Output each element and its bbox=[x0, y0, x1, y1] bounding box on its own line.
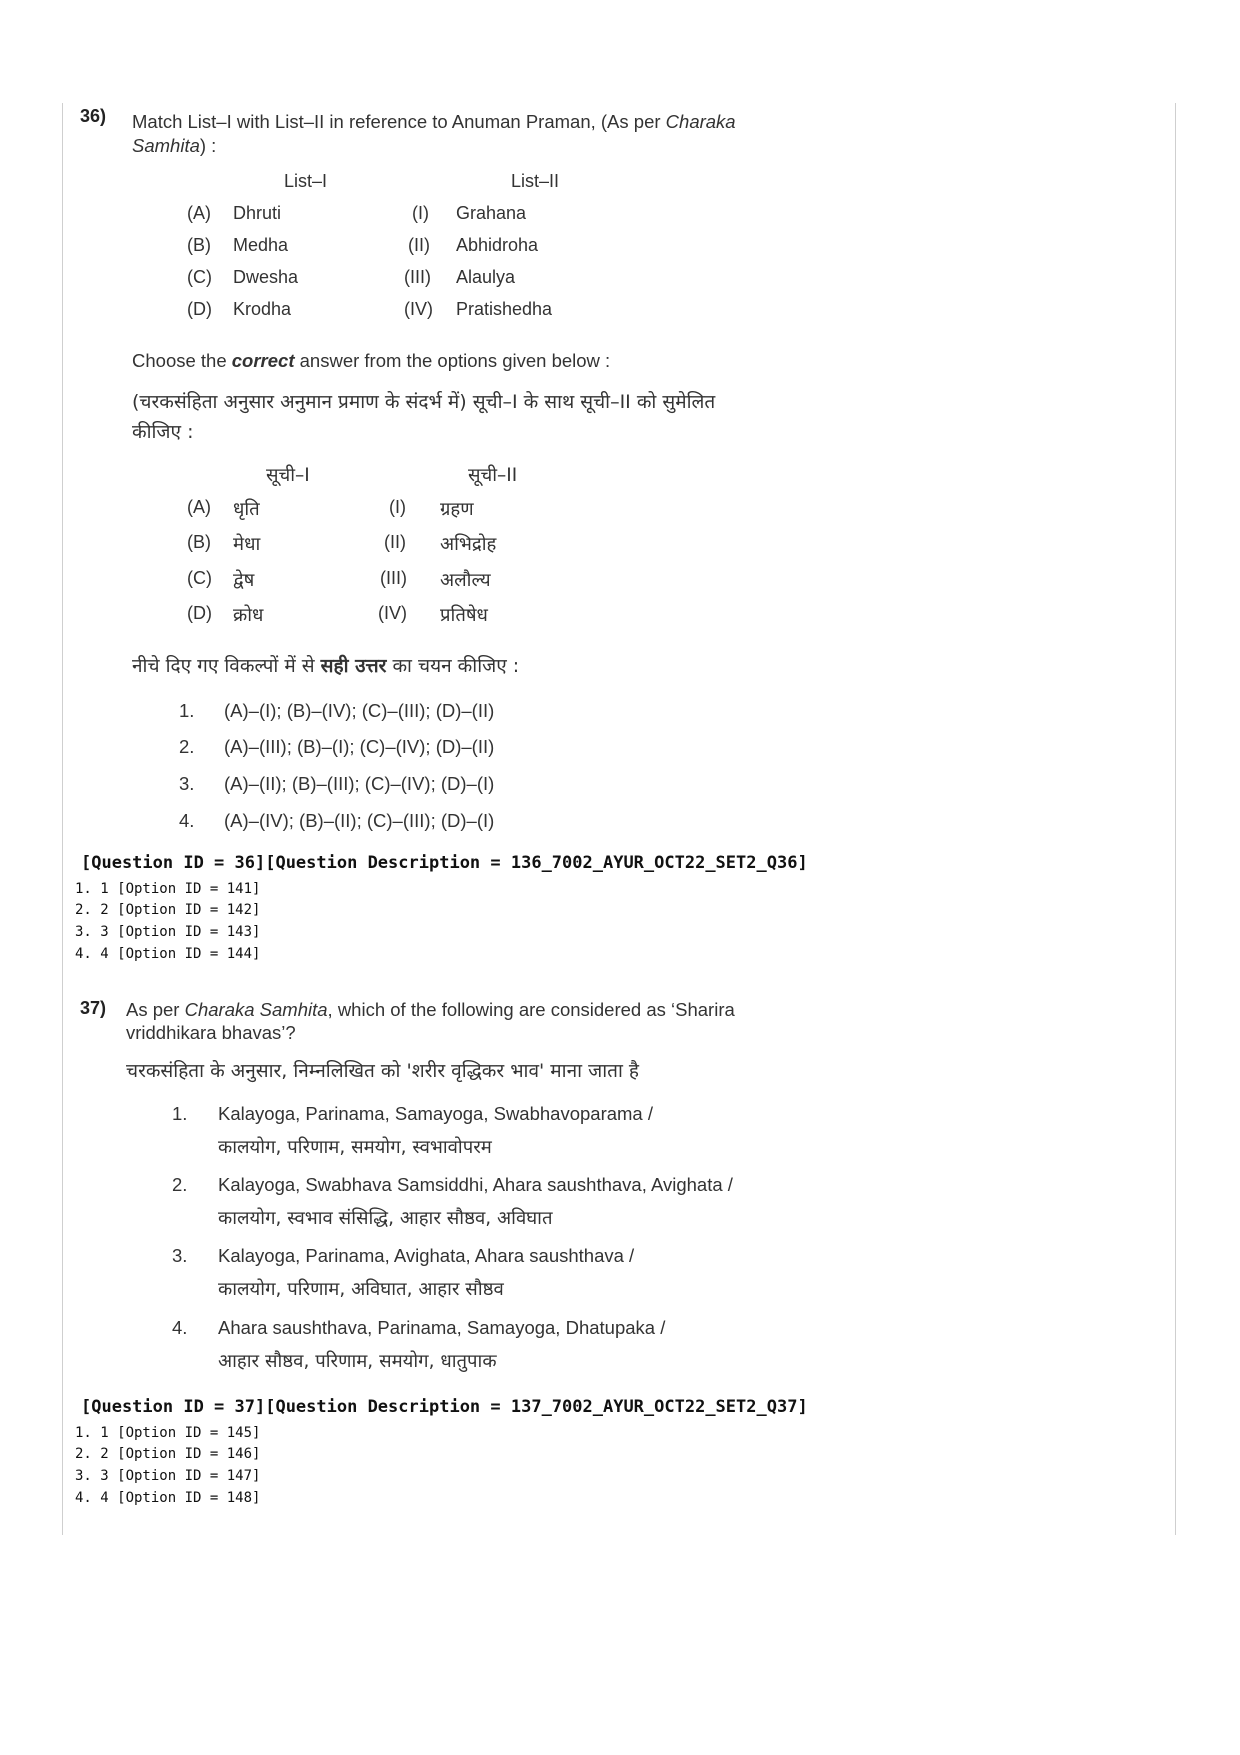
option-id: 3. 3 [Option ID = 147] bbox=[75, 1468, 261, 1484]
instruction-english: Choose the correct answer from the options given below : bbox=[132, 350, 611, 371]
list-row-tag: (II) bbox=[384, 532, 406, 552]
list-2-header: List–II bbox=[511, 171, 560, 191]
option-id: 3. 3 [Option ID = 143] bbox=[75, 924, 261, 940]
list-row-tag: (IV) bbox=[378, 603, 407, 623]
option-text: (A)–(III); (B)–(I); (C)–(IV); (D)–(II) bbox=[224, 736, 495, 757]
list-1-item: मेधा bbox=[233, 534, 261, 555]
option-text-english: Kalayoga, Parinama, Samayoga, Swabhavoparama / bbox=[218, 1103, 654, 1124]
list-row-tag: (B) bbox=[187, 235, 211, 255]
list-2-item: Alaulya bbox=[456, 267, 516, 287]
list-2-item: Pratishedha bbox=[456, 299, 553, 319]
option-id: 1. 1 [Option ID = 145] bbox=[75, 1425, 261, 1441]
option-text-hindi: आहार सौष्ठव, परिणाम, समयोग, धातुपाक bbox=[218, 1351, 497, 1372]
option-id: 4. 4 [Option ID = 144] bbox=[75, 946, 261, 962]
list-1-header: List–I bbox=[284, 171, 328, 191]
question-stem-line-2: vriddhikara bhavas’? bbox=[126, 1022, 296, 1043]
option-id: 2. 2 [Option ID = 146] bbox=[75, 1446, 261, 1462]
option-text-hindi: कालयोग, परिणाम, अविघात, आहार सौष्ठव bbox=[218, 1279, 504, 1300]
list-1-item: Dwesha bbox=[233, 267, 299, 287]
option-number: 1. bbox=[179, 700, 195, 721]
option-text-english: Kalayoga, Swabhava Samsiddhi, Ahara saushthava, Avighata / bbox=[218, 1174, 733, 1195]
list-2-item: Grahana bbox=[456, 203, 527, 223]
instruction-hindi: नीचे दिए गए विकल्पों में से सही उत्तर का चयन कीजिए : bbox=[132, 655, 520, 677]
option-text: (A)–(IV); (B)–(II); (C)–(III); (D)–(I) bbox=[224, 810, 495, 831]
list-row-tag: (A) bbox=[187, 497, 211, 517]
question-stem-line-2: Samhita) : bbox=[132, 135, 217, 156]
left-margin-rule bbox=[62, 103, 63, 1535]
option-number: 2. bbox=[172, 1174, 188, 1195]
question-stem-hindi-line-2: कीजिए : bbox=[132, 421, 194, 443]
option-number: 4. bbox=[172, 1317, 188, 1338]
option-text-hindi: कालयोग, स्वभाव संसिद्धि, आहार सौष्ठव, अविघात bbox=[218, 1208, 553, 1229]
question-stem-line-1: As per Charaka Samhita, which of the following are considered as ‘Sharira bbox=[126, 999, 735, 1020]
option-number: 3. bbox=[179, 773, 195, 794]
list-2-item: ग्रहण bbox=[440, 499, 474, 520]
list-1-item: Medha bbox=[233, 235, 289, 255]
list-2-item: अभिद्रोह bbox=[440, 534, 497, 555]
option-text-hindi: कालयोग, परिणाम, समयोग, स्वभावोपरम bbox=[218, 1137, 492, 1158]
list-2-item: अलौल्य bbox=[440, 570, 491, 591]
list-row-tag: (III) bbox=[380, 568, 407, 588]
list-1-item: Dhruti bbox=[233, 203, 282, 223]
list-row-tag: (I) bbox=[389, 497, 406, 517]
list-2-item: Abhidroha bbox=[456, 235, 539, 255]
option-text: (A)–(I); (B)–(IV); (C)–(III); (D)–(II) bbox=[224, 700, 495, 721]
list-1-item: धृति bbox=[233, 499, 260, 520]
option-number: 2. bbox=[179, 736, 195, 757]
list-row-tag: (D) bbox=[187, 603, 212, 623]
list-row-tag: (II) bbox=[408, 235, 430, 255]
question-stem-hindi-line-1: (चरकसंहिता अनुसार अनुमान प्रमाण के संदर्भ में) सूची–I के साथ सूची–II को सुमेलित bbox=[132, 391, 716, 413]
list-row-tag: (C) bbox=[187, 267, 212, 287]
option-id: 4. 4 [Option ID = 148] bbox=[75, 1490, 261, 1506]
list-1-item: द्वेष bbox=[233, 570, 255, 591]
list-row-tag: (C) bbox=[187, 568, 212, 588]
list-1-item: क्रोध bbox=[233, 605, 264, 626]
option-text-english: Kalayoga, Parinama, Avighata, Ahara saushthava / bbox=[218, 1245, 635, 1266]
list-row-tag: (IV) bbox=[404, 299, 433, 319]
list-row-tag: (III) bbox=[404, 267, 431, 287]
question-number: 37) bbox=[80, 998, 107, 1018]
option-number: 1. bbox=[172, 1103, 188, 1124]
list-row-tag: (D) bbox=[187, 299, 212, 319]
list-row-tag: (A) bbox=[187, 203, 211, 223]
list-1-header: सूची–I bbox=[266, 465, 310, 486]
question-meta: [Question ID = 37][Question Description = 137_7002_AYUR_OCT22_SET2_Q37] bbox=[81, 1397, 808, 1417]
option-number: 3. bbox=[172, 1245, 188, 1266]
option-id: 2. 2 [Option ID = 142] bbox=[75, 902, 261, 918]
question-stem-line-1: Match List–I with List–II in reference to Anuman Praman, (As per Charaka bbox=[132, 111, 736, 132]
option-number: 4. bbox=[179, 810, 195, 831]
question-meta: [Question ID = 36][Question Description = 136_7002_AYUR_OCT22_SET2_Q36] bbox=[81, 853, 808, 873]
list-2-item: प्रतिषेध bbox=[440, 605, 488, 626]
list-row-tag: (B) bbox=[187, 532, 211, 552]
list-1-item: Krodha bbox=[233, 299, 292, 319]
option-id: 1. 1 [Option ID = 141] bbox=[75, 881, 261, 897]
option-text-english: Ahara saushthava, Parinama, Samayoga, Dhatupaka / bbox=[218, 1317, 666, 1338]
option-text: (A)–(II); (B)–(III); (C)–(IV); (D)–(I) bbox=[224, 773, 495, 794]
question-stem-hindi: चरकसंहिता के अनुसार, निम्नलिखित को 'शरीर वृद्धिकर भाव' माना जाता है bbox=[126, 1060, 639, 1082]
list-row-tag: (I) bbox=[412, 203, 429, 223]
list-2-header: सूची–II bbox=[468, 465, 518, 486]
right-margin-rule bbox=[1175, 103, 1176, 1535]
question-number: 36) bbox=[80, 106, 107, 126]
